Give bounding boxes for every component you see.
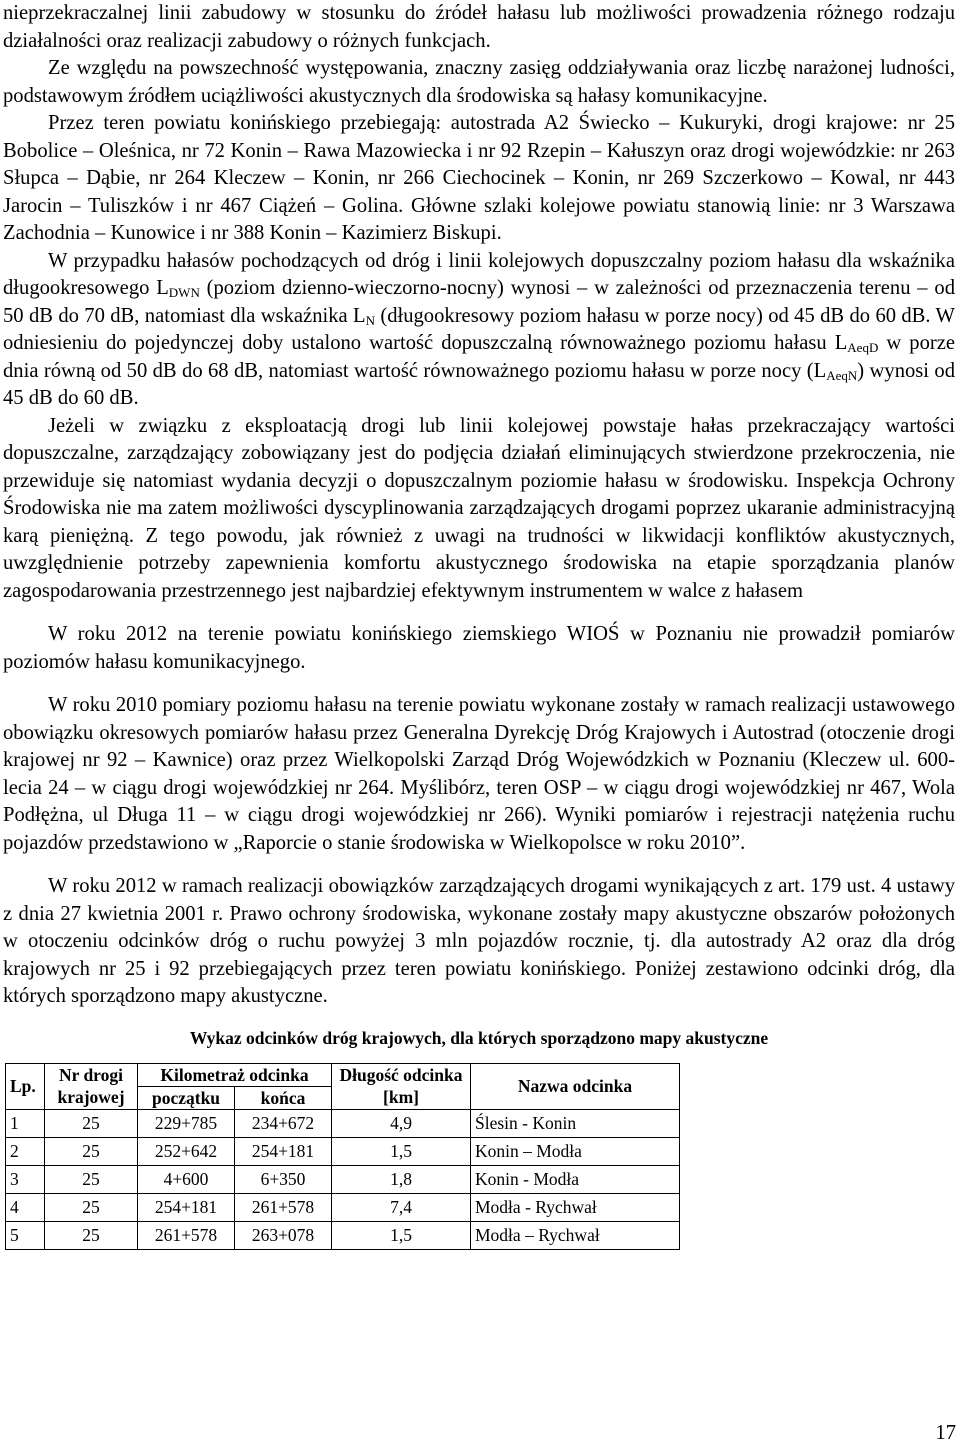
paragraph-roads: Przez teren powiatu konińskiego przebiegają: autostrada A2 Świecko – Kukuryki, drogi krajowe: nr 25 Bobolice – Oleśnica, nr 72 Konin – Rawa Mazowiecka i nr 92 Rzepin – Kałuszyn oraz drogi wojewódzkie: nr 263 Słupca – Dąbie, nr 264 Kleczew – Konin, nr 266 Ciechocinek – Konin, nr 269 Szczerkowo – Kowal, nr 443 Jarocin – Tuliszków i nr 467 Ciążeń – Golina. Główne szlaki kolejowe powiatu stanowią linie: nr 3 Warszawa Zachodnia – Kunowice i nr 388 Konin – Kazimierz Biskupi.	[3, 112, 955, 244]
paragraph-2012-measurements: W roku 2012 na terenie powiatu konińskiego ziemskiego WIOŚ w Poznaniu nie prowadził pomiarów poziomów hałasu komunikacyjnego.	[3, 623, 955, 673]
header-lp: Lp.	[6, 1063, 45, 1109]
cell-km-end: 6+350	[235, 1165, 332, 1193]
cell-lp: 5	[6, 1221, 45, 1249]
paragraph-noise-limits: W przypadku hałasów pochodzących od dróg i linii kolejowych dopuszczalny poziom hałasu dla wskaźnika długookresowego $L_{DWN}$ (poziom dzienno-wieczorno-nocny) wynosi – w zależności od przeznaczenia terenu – od 50 dB do 70 dB, natomiast dla wskaźnika $L_N$ (długookresowy poziom hałasu w porze nocy) od 45 dB do 60 dB. W odniesieniu do pojedynczej doby ustalono wartość dopuszczalną równoważnego poziomu hałasu $L_{AeqD}$ w porze dnia równą od 50 dB do 68 dB, natomiast wartość równoważnego poziomu hałasu w porze nocy $(L_{AeqN})$ wynosi od 45 dB do 60 dB.	[3, 249, 956, 409]
cell-km-start: 4+600	[138, 1165, 235, 1193]
cell-lp: 1	[6, 1109, 45, 1137]
cell-length: 1,8	[332, 1165, 471, 1193]
header-length: Długość odcinka [km]	[332, 1063, 471, 1109]
cell-km-start: 261+578	[138, 1221, 235, 1249]
header-road-number: Nr drogi krajowej	[45, 1063, 138, 1109]
cell-section-name: Konin - Modła	[471, 1165, 680, 1193]
cell-road-number: 25	[45, 1137, 138, 1165]
cell-length: 4,9	[332, 1109, 471, 1137]
cell-section-name: Modła – Rychwał	[471, 1221, 680, 1249]
cell-road-number: 25	[45, 1193, 138, 1221]
document-page	[3, 0, 955, 1250]
cell-km-end: 234+672	[235, 1109, 332, 1137]
cell-km-start: 252+642	[138, 1137, 235, 1165]
cell-km-end: 261+578	[235, 1193, 332, 1221]
table-caption: Wykaz odcinków dróg krajowych, dla których sporządzono mapy akustyczne	[189, 1027, 769, 1048]
header-end: końca	[235, 1086, 332, 1109]
table-row	[6, 1109, 680, 1137]
table-row	[6, 1221, 680, 1249]
cell-road-number: 25	[45, 1165, 138, 1193]
cell-km-start: 254+181	[138, 1193, 235, 1221]
paragraph-exceedance: Jeżeli w związku z eksploatacją drogi lub linii kolejowej powstaje hałas przekraczający wartości dopuszczalne, zarządzający zobowiązany jest do podjęcia działań eliminujących stwierdzone przekroczenia, nie przewiduje się natomiast wydania decyzji o dopuszczalnym poziomie hałasu w środowisku. Inspekcja Ochrony Środowiska nie ma zatem możliwości dyscyplinowania zarządzających drogami poprzez ukaranie administracyjną karą pieniężną. Z tego powodu, jak również z uwagi na trudności w likwidacji konfliktów akustycznych, uwzględnienie potrzeby zapewnienia komfortu akustycznego środowiska na etapie sporządzania planów zagospodarowania przestrzennego jest najbardziej efektywnym instrumentem w walce z hałasem	[3, 414, 955, 602]
cell-lp: 2	[6, 1137, 45, 1165]
cell-road-number: 25	[45, 1221, 138, 1249]
paragraph-acoustic-maps: W roku 2012 w ramach realizacji obowiązków zarządzających drogami wynikających z art. 179 ust. 4 ustawy z dnia 27 kwietnia 2001 r. Prawo ochrony środowiska, wykonane zostały mapy akustyczne obszarów położonych w otoczeniu odcinków dróg o ruchu powyżej 3 mln pojazdów rocznie, tj. dla autostrady A2 oraz dla dróg krajowych nr 25 i 92 przebiegających przez teren powiatu konińskiego. Poniżej zestawiono odcinki dróg, dla których sporządzono mapy akustyczne.	[3, 875, 955, 1007]
cell-length: 1,5	[332, 1137, 471, 1165]
cell-section-name: Ślesin - Konin	[471, 1109, 680, 1137]
cell-length: 7,4	[332, 1193, 471, 1221]
cell-km-end: 263+078	[235, 1221, 332, 1249]
cell-length: 1,5	[332, 1221, 471, 1249]
header-start: początku	[138, 1086, 235, 1109]
cell-km-start: 229+785	[138, 1109, 235, 1137]
table-row	[6, 1193, 680, 1221]
cell-lp: 4	[6, 1193, 45, 1221]
paragraph-continued: nieprzekraczalnej linii zabudowy w stosunku do źródeł hałasu lub możliwości prowadzenia różnego rodzaju działalności oraz realizacji zabudowy o różnych funkcjach.	[3, 2, 955, 52]
cell-section-name: Konin – Modła	[471, 1137, 680, 1165]
cell-section-name: Modła - Rychwał	[471, 1193, 680, 1221]
table-row	[6, 1165, 680, 1193]
header-section-name: Nazwa odcinka	[471, 1063, 680, 1109]
cell-km-end: 254+181	[235, 1137, 332, 1165]
cell-road-number: 25	[45, 1109, 138, 1137]
paragraph-noise-sources: Ze względu na powszechność występowania, znaczny zasięg oddziaływania oraz liczbę narażonej ludności, podstawowym źródłem uciążliwości akustycznych dla środowiska są hałasy komunikacyjne.	[3, 57, 955, 107]
header-kilometraz: Kilometraż odcinka	[138, 1063, 332, 1086]
page-number: 17	[935, 1422, 956, 1444]
road-sections-table	[5, 1063, 680, 1250]
cell-lp: 3	[6, 1165, 45, 1193]
paragraph-2010-measurements: W roku 2010 pomiary poziomu hałasu na terenie powiatu wykonane zostały w ramach realizacji ustawowego obowiązku okresowych pomiarów hałasu przez Generalna Dyrekcję Dróg Krajowych i Autostrad (otoczenie drogi krajowej nr 92 – Kawnice) oraz przez Wielkopolski Zarząd Dróg Wojewódzkich w Poznaniu (Kleczew ul. 600-lecia 24 – w ciągu drogi wojewódzkiej nr 264. Myślibórz, teren OSP – w ciągu drogi wojewódzkiej nr 467, Wola Podłężna, ul Długa 11 – w ciągu drogi wojewódzkiej nr 266). Wyniki pomiarów i rejestracji natężenia ruchu pojazdów przedstawiono w „Raporcie o stanie środowiska w Wielkopolsce w roku 2010”.	[3, 694, 955, 854]
table-row	[6, 1137, 680, 1165]
